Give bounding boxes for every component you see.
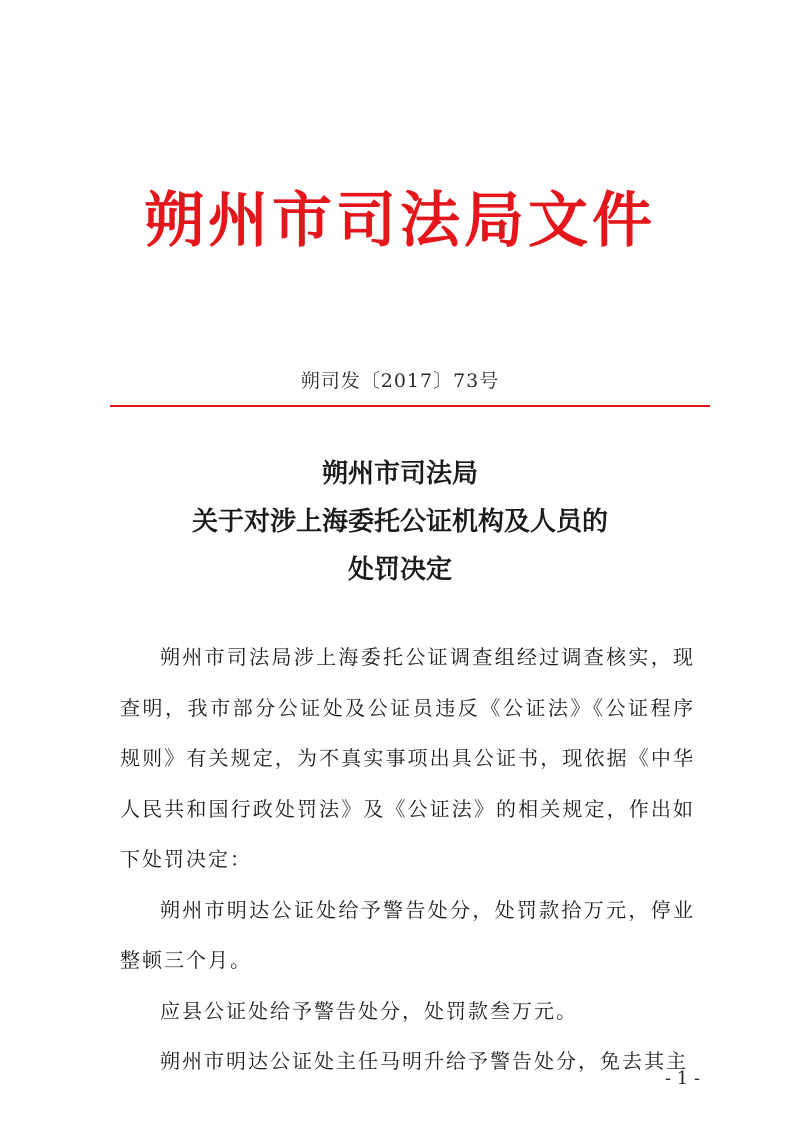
document-number: 朔司发〔2017〕73号 <box>300 370 500 392</box>
subject-line-2: 关于对涉上海委托公证机构及人员的 <box>191 507 608 537</box>
document-subject <box>0 450 800 594</box>
red-separator-line <box>110 405 710 407</box>
issuing-organ-title: 朔州市司法局文件 <box>144 186 656 256</box>
body-paragraph-2: 朔州市明达公证处给予警告处分，处罚款拾万元，停业整顿三个月。 <box>120 897 695 972</box>
subject-line-3: 处罚决定 <box>347 555 452 585</box>
body-paragraph-4: 朔州市明达公证处主任马明升给予警告处分，免去其主 <box>160 1049 688 1073</box>
subject-line-1: 朔州市司法局 <box>321 459 478 489</box>
body-paragraph-3: 应县公证处给予警告处分，处罚款叁万元。 <box>160 998 578 1023</box>
document-body <box>120 632 695 1087</box>
body-paragraph-1: 朔州市司法局涉上海委托公证调查组经过调查核实，现查明，我市部分公证处及公证员违反《公证法》《公证程序规则》有关规定，为不真实事项出具公证书，现依据《中华人民共和国行政处罚法》及《公证法》的相关规定，作出如下处罚决定： <box>120 645 695 871</box>
page-number: - 1 - <box>664 1068 700 1089</box>
